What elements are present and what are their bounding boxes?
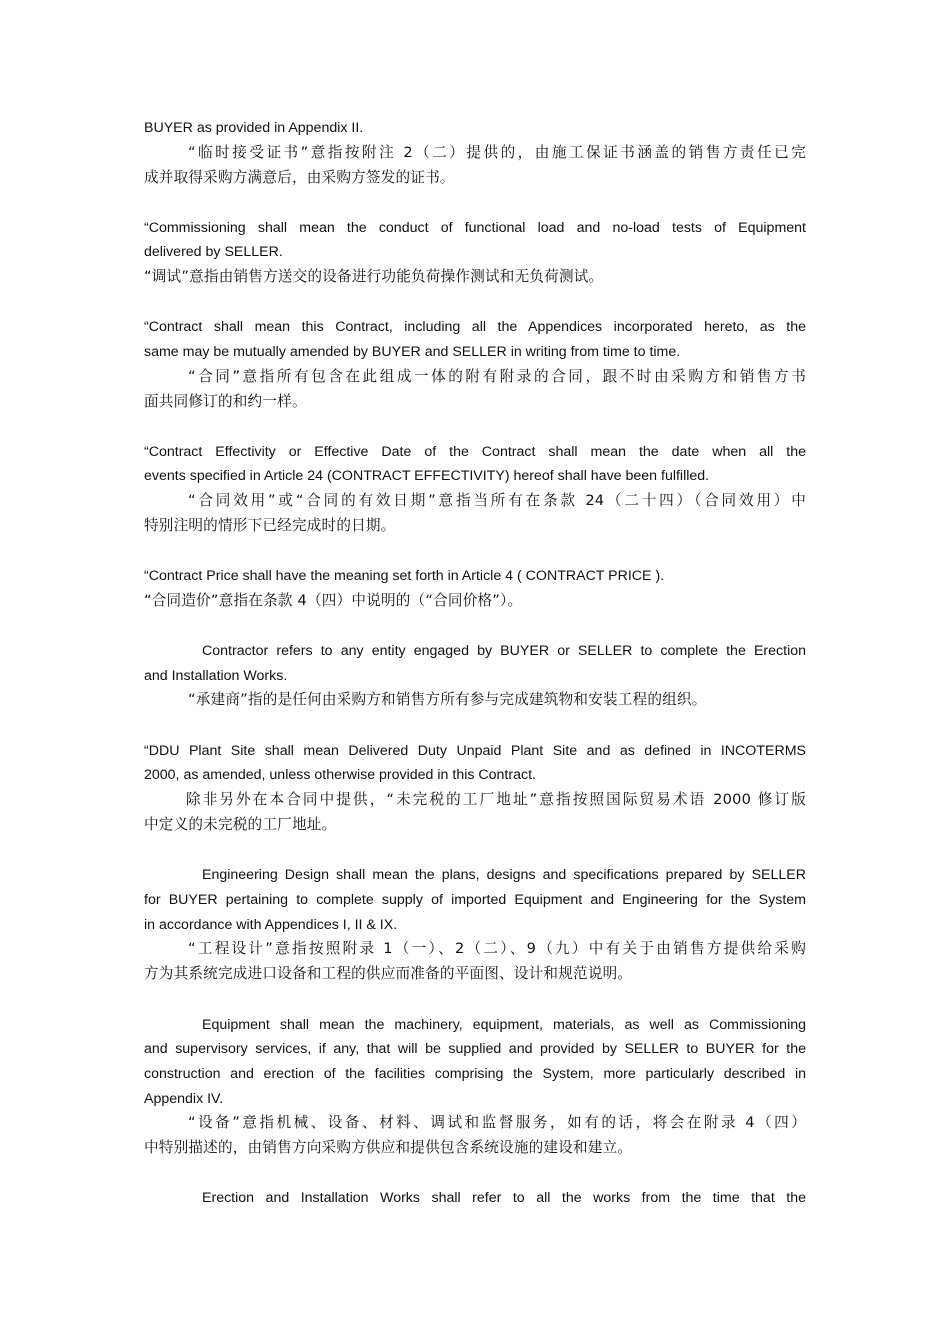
text-line-1: BUYER as provided in Appendix II. [144, 120, 364, 136]
text-line-12: events specified in Article 24 (CONTRACT EFFECTIVITY) hereof shall have been fulfilled. [144, 468, 710, 484]
text-line-5: delivered by SELLER. [144, 244, 283, 260]
text-line-13: “合同效用”或“合同的有效日期”意指当所有在条款 24（二十四）（合同效用）中 [188, 492, 806, 509]
text-line-23: 中定义的未完税的工厂地址。 [144, 816, 337, 833]
text-line-29: Equipment shall mean the machinery, equipment, materials, as well as Commissioning [202, 1017, 806, 1033]
text-line-34: 中特别描述的，由销售方向采购方供应和提供包含系统设施的建设和建立。 [144, 1139, 633, 1156]
text-line-24: Engineering Design shall mean the plans, designs and specifications prepared by SELLER [202, 867, 806, 883]
text-line-30: and supervisory services, if any, that will be supplied and provided by SELLER to BUYER for the [144, 1041, 806, 1057]
text-line-11: “Contract Effectivity or Effective Date of the Contract shall mean the date when all the [144, 444, 806, 460]
text-line-7: “Contract shall mean this Contract, including all the Appendices incorporated hereto, as the [144, 319, 806, 335]
text-line-25: for BUYER pertaining to complete supply of imported Equipment and Engineering for the System [144, 892, 806, 908]
text-line-35: Erection and Installation Works shall refer to all the works from the time that the [202, 1190, 806, 1206]
text-line-28: 方为其系统完成进口设备和工程的供应而准备的平面图、设计和规范说明。 [144, 965, 633, 982]
text-line-21: 2000, as amended, unless otherwise provided in this Contract. [144, 767, 536, 783]
text-line-18: and Installation Works. [144, 668, 288, 684]
text-line-15: “Contract Price shall have the meaning set forth in Article 4 ( CONTRACT PRICE ). [144, 568, 665, 584]
text-line-27: “工程设计”意指按照附录 1（一）、2（二）、9（九）中有关于由销售方提供给采购 [188, 940, 806, 957]
text-line-19: “承建商”指的是任何由采购方和销售方所有参与完成建筑物和安装工程的组织。 [188, 691, 707, 708]
text-line-4: “Commissioning shall mean the conduct of functional load and no-load tests of Equipment [144, 220, 806, 236]
text-line-2: “临时接受证书”意指按附注 2（二）提供的，由施工保证书涵盖的销售方责任已完 [188, 144, 806, 161]
text-line-32: Appendix IV. [144, 1091, 224, 1107]
text-line-10: 面共同修订的和约一样。 [144, 393, 307, 410]
text-line-31: construction and erection of the facilities comprising the System, more particularly described in [144, 1066, 806, 1082]
text-line-6: “调试”意指由销售方送交的设备进行功能负荷操作测试和无负荷测试。 [144, 268, 604, 285]
text-line-17: Contractor refers to any entity engaged by BUYER or SELLER to complete the Erection [202, 643, 806, 659]
text-line-3: 成并取得采购方满意后，由采购方签发的证书。 [144, 169, 455, 186]
text-line-16: “合同造价”意指在条款 4（四）中说明的（“合同价格”）。 [144, 592, 523, 609]
text-line-9: “合同”意指所有包含在此组成一体的附有附录的合同，跟不时由采购方和销售方书 [188, 368, 806, 385]
text-line-22: 除非另外在本合同中提供，“未完税的工厂地址”意指按照国际贸易术语 2000 修订版 [186, 791, 806, 808]
text-line-8: same may be mutually amended by BUYER and SELLER in writing from time to time. [144, 344, 681, 360]
text-line-20: “DDU Plant Site shall mean Delivered Duty Unpaid Plant Site and as defined in INCOTERMS [144, 743, 806, 759]
text-line-14: 特别注明的情形下已经完成时的日期。 [144, 517, 396, 534]
text-line-33: “设备”意指机械、设备、材料、调试和监督服务，如有的话，将会在附录 4（四） [188, 1114, 806, 1131]
text-line-26: in accordance with Appendices I, II & IX. [144, 917, 398, 933]
